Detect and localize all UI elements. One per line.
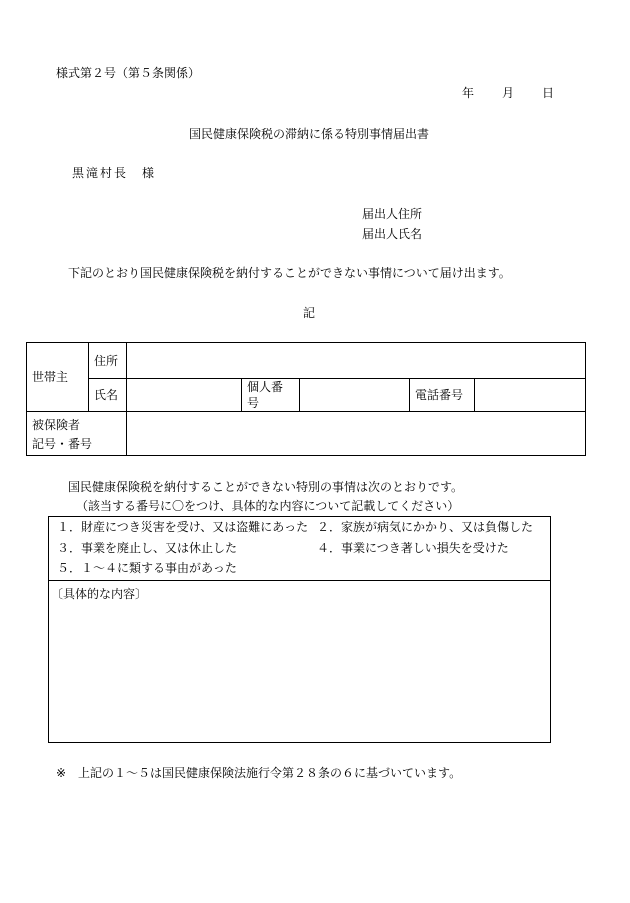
name-label: 氏名 [89, 379, 127, 412]
insured-label-line2: 記号・番号 [32, 436, 93, 451]
date-year-label: 年 [462, 86, 475, 100]
householder-table [26, 342, 586, 456]
footnote: ※ 上記の１～５は国民健康保険法施行令第２８条の６に基づいています。 [56, 766, 462, 780]
addressee: 黒滝村長 様 [72, 166, 157, 180]
date-line [462, 86, 554, 100]
applicant-address-label: 届出人住所 [362, 207, 423, 221]
reasons-box [48, 516, 551, 581]
personal-number-field[interactable] [300, 379, 410, 412]
reason-option-1[interactable]: １．財産につき災害を受け、又は盗難にあった [57, 520, 309, 534]
householder-label: 世帯主 [27, 343, 89, 412]
insured-label-line1: 被保険者 [32, 417, 81, 432]
intro-text: 下記のとおり国民健康保険税を納付することができない事情について届け出ます。 [68, 266, 511, 280]
reasons-intro: 国民健康保険税を納付することができない特別の事情は次のとおりです。 [68, 480, 464, 494]
insured-label [27, 412, 127, 456]
address-label: 住所 [89, 343, 127, 379]
phone-label: 電話番号 [410, 379, 475, 412]
date-month-label: 月 [502, 86, 515, 100]
insured-number-field[interactable] [127, 412, 586, 456]
name-field[interactable] [127, 379, 242, 412]
address-field[interactable] [127, 343, 586, 379]
reasons-instruction: （該当する番号に〇をつけ、具体的な内容について記載してください） [76, 499, 460, 513]
ki-heading: 記 [302, 306, 315, 320]
phone-field[interactable] [475, 379, 586, 412]
reason-option-2[interactable]: ２．家族が病気にかかり、又は負傷した [317, 520, 534, 534]
reason-option-5[interactable]: ５．１～４に類する事由があった [57, 561, 237, 575]
date-day-label: 日 [542, 86, 555, 100]
personal-number-label: 個人番号 [242, 379, 300, 412]
details-label: 〔具体的な内容〕 [51, 587, 148, 601]
reason-option-4[interactable]: ４．事業につき著しい損失を受けた [317, 541, 509, 555]
details-field[interactable] [48, 580, 551, 743]
reason-option-3[interactable]: ３．事業を廃止し、又は休止した [57, 541, 238, 555]
applicant-name-label: 届出人氏名 [362, 227, 423, 241]
document-title: 国民健康保険税の滞納に係る特別事情届出書 [188, 127, 429, 141]
form-number: 様式第２号（第５条関係） [56, 66, 201, 80]
